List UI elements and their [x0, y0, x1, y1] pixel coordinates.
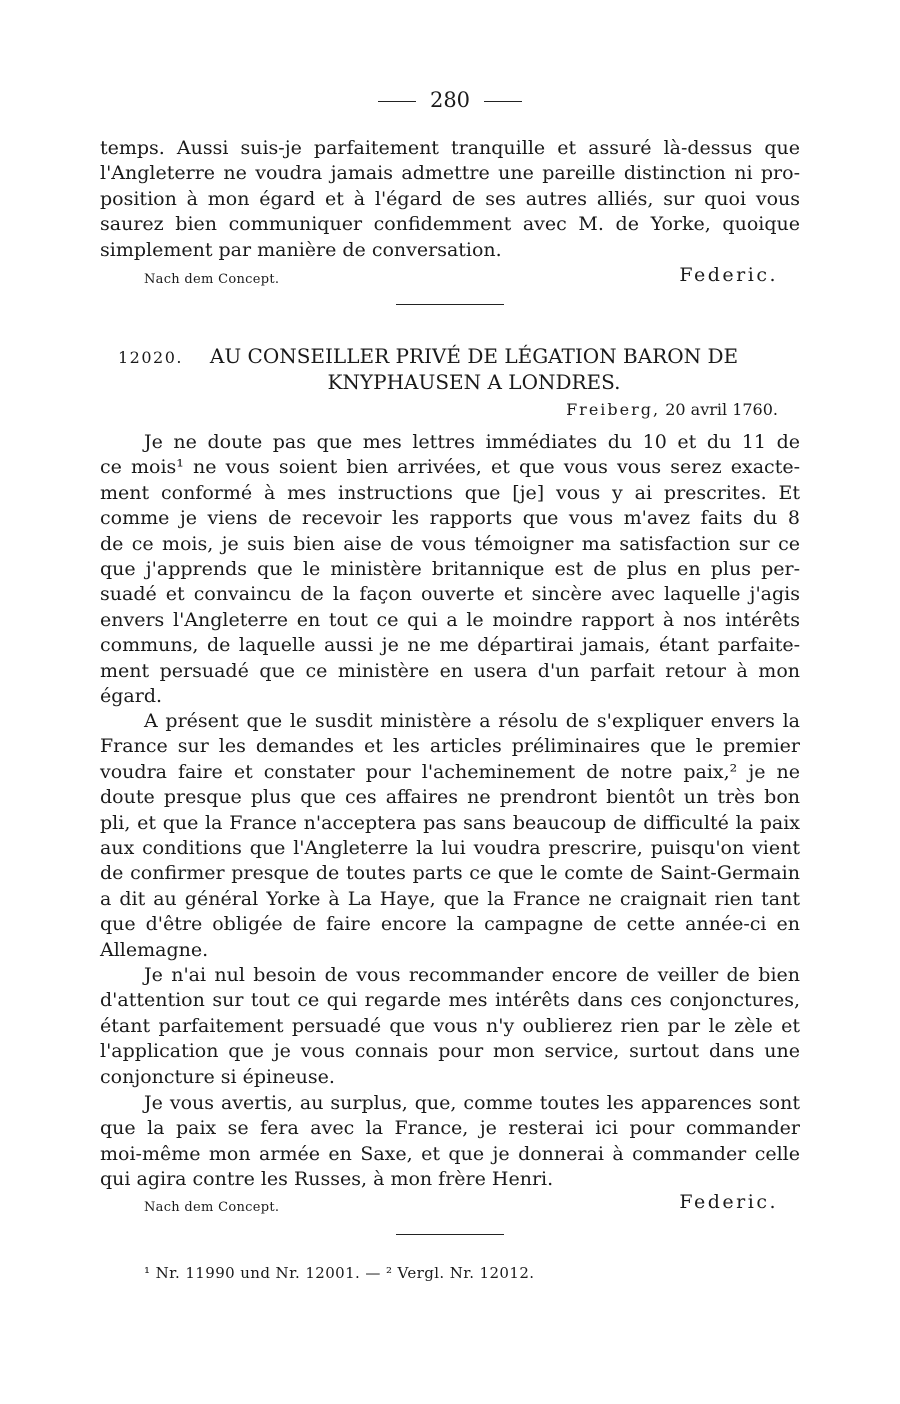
- text-line: ment conformé à mes instructions que [je] vous y ai prescrites. Et: [100, 481, 800, 504]
- text-line: qui agira contre les Russes, à mon frère Henri.: [100, 1168, 554, 1191]
- letter-paragraph: [100, 1091, 800, 1193]
- signature: Federic.: [679, 1191, 778, 1213]
- header-dash-left: [378, 101, 416, 102]
- text-line: a dit au général Yorke à La Haye, que la France ne craignait rien tant: [100, 887, 800, 910]
- text-line: simplement par manière de conversation.: [100, 238, 502, 261]
- heading-line: AU CONSEILLER PRIVÉ DE LÉGATION BARON DE: [209, 344, 739, 368]
- text-line: suadé et convaincu de la façon ouverte et sincère avec laquelle j'agis: [100, 583, 800, 606]
- footnote-divider: [396, 1234, 504, 1235]
- text-line: communs, de laquelle aussi je ne me départirai jamais, étant parfaite-: [100, 634, 800, 657]
- letter-heading: [100, 343, 800, 395]
- text-line: envers l'Angleterre en tout ce qui a le moindre rapport à nos intérêts: [100, 608, 800, 631]
- text-line: Je n'ai nul besoin de vous recommander encore de veiller de bien: [144, 964, 800, 986]
- text-line: position à mon égard et à l'égard de ses autres alliés, sur quoi vous: [100, 187, 800, 210]
- text-line: Je ne doute pas que mes lettres immédiates du 10 et du 11 de: [144, 431, 800, 453]
- source-note: Nach dem Concept.: [144, 272, 280, 287]
- text-line: de confirmer presque de toutes parts ce que le comte de Saint-Germain: [100, 862, 800, 885]
- text-line: de ce mois, je suis bien aise de vous témoigner ma satisfaction sur ce: [100, 532, 800, 555]
- text-line: Je vous avertis, au surplus, que, comme toutes les apparences sont: [144, 1092, 800, 1114]
- text-line: pli, et que la France n'acceptera pas sans beaucoup de difficulté la paix: [100, 811, 800, 834]
- letter-paragraph: [100, 963, 800, 1090]
- text-line: que j'apprends que le ministère britannique est de plus en plus per-: [100, 558, 800, 581]
- dateline: [566, 400, 778, 419]
- section-divider: [396, 304, 504, 305]
- text-line: étant parfaitement persuadé que vous n'y oublierez rien par le zèle et: [100, 1014, 800, 1037]
- text-line: temps. Aussi suis-je parfaitement tranquille et assuré là-dessus que: [100, 137, 800, 159]
- letter-paragraph: [100, 709, 800, 963]
- place: Freiberg,: [566, 400, 661, 419]
- text-line: conjoncture si épineuse.: [100, 1065, 335, 1088]
- letter-number: 12020.: [118, 348, 183, 367]
- page-number: 280: [429, 88, 471, 112]
- continuation-paragraph: [100, 136, 800, 263]
- text-line: France sur les demandes et les articles préliminaires que le premier: [100, 735, 800, 758]
- text-line: égard.: [100, 685, 163, 708]
- text-line: ce mois¹ ne vous soient bien arrivées, et que vous vous serez exacte-: [100, 456, 800, 479]
- heading-line: KNYPHAUSEN A LONDRES.: [327, 370, 621, 394]
- letter-paragraph: [100, 430, 800, 709]
- text-line: l'Angleterre ne voudra jamais admettre une pareille distinction ni pro-: [100, 162, 800, 185]
- text-line: aux conditions que l'Angleterre la lui voudra prescrire, puisqu'on vient: [100, 837, 800, 860]
- date: 20 avril 1760.: [665, 400, 778, 419]
- text-line: l'application que je vous connais pour mon service, surtout dans une: [100, 1040, 800, 1063]
- header-dash-right: [484, 101, 522, 102]
- text-line: A présent que le susdit ministère a résolu de s'expliquer envers la: [144, 710, 800, 732]
- text-line: voudra faire et constater pour l'acheminement de notre paix,² je ne: [100, 760, 800, 783]
- text-line: que d'être obligée de faire encore la campagne de cette année-ci en: [100, 913, 800, 936]
- text-line: d'attention sur tout ce qui regarde mes intérêts dans ces conjonctures,: [100, 989, 800, 1012]
- source-note: Nach dem Concept.: [144, 1200, 280, 1215]
- text-line: Allemagne.: [100, 938, 209, 961]
- text-line: doute presque plus que ces affaires ne prendront bientôt un très bon: [100, 786, 800, 809]
- text-line: saurez bien communiquer confidemment avec M. de Yorke, quoique: [100, 213, 800, 236]
- footnotes: ¹ Nr. 11990 und Nr. 12001. — ² Vergl. Nr. 12012.: [144, 1264, 535, 1282]
- text-line: ment persuadé que ce ministère en usera d'un parfait retour à mon: [100, 659, 800, 682]
- text-line: comme je viens de recevoir les rapports que vous m'avez faits du 8: [100, 507, 800, 530]
- text-line: que la paix se fera avec la France, je resterai ici pour commander: [100, 1117, 800, 1140]
- page-header: [100, 88, 800, 112]
- signature: Federic.: [679, 264, 778, 286]
- text-line: moi-même mon armée en Saxe, et que je donnerai à commander celle: [100, 1142, 800, 1165]
